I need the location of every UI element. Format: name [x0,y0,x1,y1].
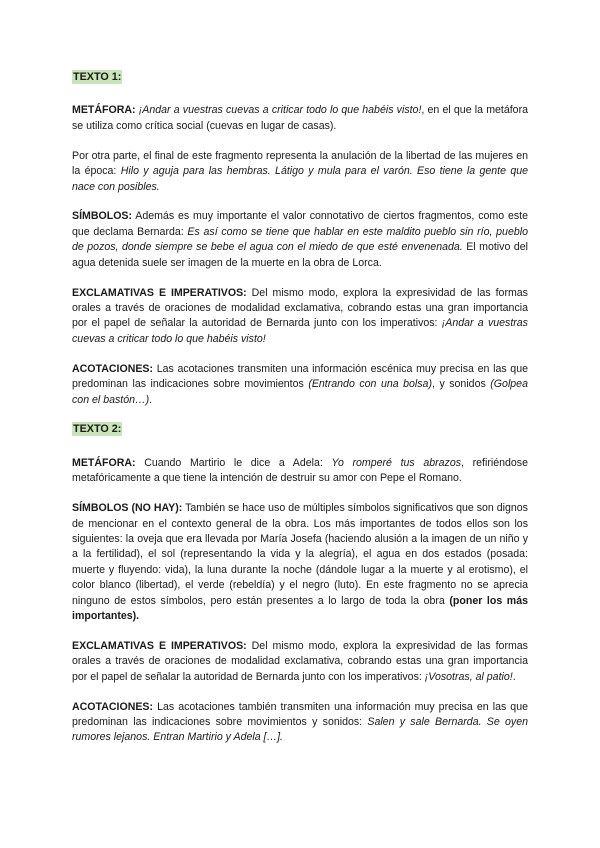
texto2-simbolos-text: También se hace uso de múltiples símbolos significativos que son dignos de mencionar en el contexto general de la obra. Los más importantes de todos ellos son los siguientes: la oveja que era llevada por María Josefa (haciendo alusión a la imagen de un niño y a la fertilidad), el sol (representando la vida y la alegría), el agua en dos estados (posada: muerte y fluyendo: vida), la luna durante la noche (dándole lugar a la muerte y al erotismo), el color blanco (libertad), el verde (rebeldía) y el negro (luto). En este fragmento no se aprecia ninguno de estos símbolos, pero están presentes a lo largo de toda la obra [72,502,528,607]
texto1-heading: TEXTO 1: [73,71,122,83]
texto2-heading-wrap [72,422,528,437]
texto1-metafora-label: METÁFORA: [72,104,136,117]
texto1-acotaciones-quote2: (Golpea con el bastón…) [72,378,528,406]
texto2-simbolos-paragraph [72,501,528,624]
texto1-acotaciones-label: ACOTACIONES: [72,362,154,375]
texto2-acotaciones-paragraph [72,700,528,746]
texto1-anulacion-text: Por otra parte, el final de este fragmento representa la anulación de la libertad de las mujeres en la época: [72,149,528,178]
texto1-exclamativas-text: Del mismo modo, explora la expresividad de las formas orales a través de oraciones de modalidad exclamativa, cobrando estas una gran importancia por el papel de señalar la autoridad de Bernarda junto con los imperativos: [72,286,528,330]
texto1-anulacion-quote: Hilo y aguja para las hembras. Látigo y mula para el varón. Eso tiene la gente que nace con posibles. [72,165,528,193]
texto1-acotaciones-quote1: (Entrando con una bolsa) [308,378,432,391]
texto1-exclamativas-label: EXCLAMATIVAS E IMPERATIVOS: [72,286,247,299]
texto2-metafora-rest: , refiriéndose metafóricamente a que tiene la intención de destruir su amor con Pepe el Romano. [72,456,528,485]
texto1-simbolos-rest: El motivo del agua detenida suele ser imagen de la muerte en la obra de Lorca. [72,241,528,269]
texto1-acotaciones-text: Las acotaciones transmiten una información escénica muy precisa en las que predominan las indicaciones sobre movimientos [72,362,528,391]
texto1-exclamativas-paragraph [72,286,528,348]
texto1-acotaciones-paragraph [72,362,528,408]
texto2-exclamativas-quote: ¡Vosotras, al patio! [424,670,513,683]
texto1-acotaciones-end: . [149,393,153,406]
texto2-exclamativas-paragraph [72,639,528,685]
texto2-simbolos-label: SÍMBOLOS (NO HAY): [72,502,183,515]
texto2-heading: TEXTO 2: [73,423,122,436]
texto2-simbolos-bold-end: (poner los más importantes). [72,594,528,622]
texto1-simbolos-paragraph [72,209,528,271]
texto1-metafora-rest: , en el que la metáfora se utiliza como crítica social (cuevas en lugar de casas). [72,104,528,132]
texto2-acotaciones-quote: Salen y sale Bernarda. Se oyen rumores lejanos. Entran Martirio y Adela […]. [72,716,528,744]
texto2-acotaciones-label: ACOTACIONES: [72,700,154,713]
texto2-exclamativas-label: EXCLAMATIVAS E IMPERATIVOS: [72,639,247,652]
texto2-acotaciones-text: Las acotaciones también transmiten una información muy precisa en las que predominan las indicaciones sobre movimientos y sonidos: [72,700,528,728]
texto1-simbolos-quote: Es así como se tiene que hablar en este maldito pueblo sin río, pueblo de pozos, donde siempre se bebe el agua con el miedo de que esté envenenada. [72,225,528,254]
texto1-simbolos-label: SÍMBOLOS: [72,210,133,223]
texto2-metafora-text: Cuando Martirio le dice a Adela: [135,456,332,469]
texto2-metafora-label: METÁFORA: [72,456,136,469]
texto1-acotaciones-mid: , y sonidos [431,378,491,391]
texto1-metafora-paragraph [72,103,528,134]
texto1-heading-wrap [72,70,528,85]
texto1-exclamativas-quote: ¡Andar a vuestras cuevas a criticar todo lo que habéis visto! [72,317,528,345]
texto1-metafora-quote: ¡Andar a vuestras cuevas a criticar todo lo que habéis visto! [138,104,422,117]
texto2-metafora-quote: Yo romperé tus abrazos [331,456,462,469]
texto2-exclamativas-text: Del mismo modo, explora la expresividad de las formas orales a través de oraciones de modalidad exclamativa, cobrando estas una gran importancia por el papel de señalar la autoridad de Bernarda junto con los imperativos: [72,639,528,683]
texto2-exclamativas-end: . [512,670,516,683]
document-page [72,70,528,760]
texto2-metafora-paragraph [72,456,528,487]
texto1-simbolos-text: Además es muy importante el valor connotativo de ciertos fragmentos, como este que declama Bernarda: [72,210,528,238]
texto1-anulacion-paragraph [72,149,528,195]
